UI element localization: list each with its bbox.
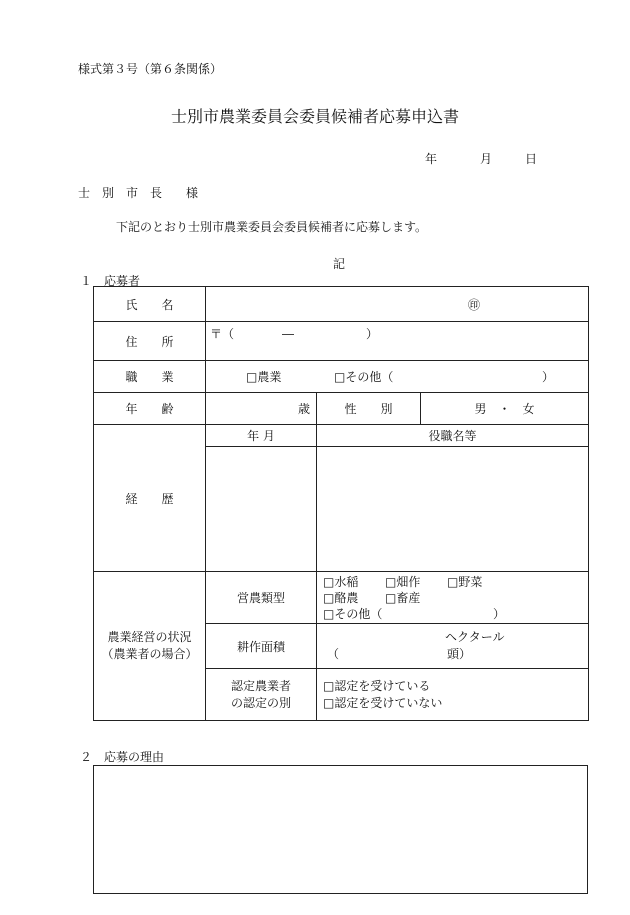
certification-options [317,669,589,721]
postal-code-field: 〒（ ― ） [210,327,379,341]
occupation-field[interactable] [206,361,589,393]
farm-type-options [317,572,589,624]
farm-status-label-1: 農業経営の状況 [107,630,192,644]
farm-type-other-checkbox[interactable]: □その他（ [323,606,383,621]
certification-label [206,669,317,721]
address-field[interactable] [206,322,589,361]
sex-label: 性 別 [317,393,421,425]
area-field[interactable] [317,624,589,669]
document-title: 士別市農業委員会委員候補者応募申込書 [170,107,459,126]
farm-type-vegetable-checkbox[interactable]: □野菜 [447,574,483,589]
occupation-other-close: ） [542,370,555,384]
farm-status-label-2: （農業者の場合） [101,647,198,661]
farm-type-other-close: ） [493,606,506,621]
age-unit: 歳 [297,402,310,416]
career-col-date: 年 月 [206,425,317,447]
not-certified-checkbox[interactable]: □認定を受けていない [323,695,443,710]
occupation-farming-checkbox[interactable]: □農業 [246,370,282,384]
section1-heading: １ 応募者 [80,274,141,288]
address-label: 住 所 [94,322,206,361]
farm-status-label [94,572,206,721]
section2-heading: ２ 応募の理由 [80,750,165,764]
farm-type-dairy-checkbox[interactable]: □酪農 [323,590,359,605]
name-field[interactable] [206,287,589,322]
area-paren-open: （ [327,647,340,661]
occupation-label: 職 業 [94,361,206,393]
ki-marker: 記 [332,257,345,271]
career-col-position: 役職名等 [317,425,589,447]
date-month: 月 [480,152,493,166]
farm-type-field-crop-checkbox[interactable]: □畑作 [385,574,421,589]
certification-label-2: の認定の別 [230,695,291,710]
age-label: 年 齢 [94,393,206,425]
career-label: 経 歴 [94,425,206,572]
certification-label-1: 認定農業者 [230,678,291,693]
sex-options[interactable]: 男 ・ 女 [421,393,589,425]
applicant-table [93,286,589,721]
career-position-field[interactable] [317,447,589,572]
area-unit-head: 頭） [447,647,472,661]
addressee: 士 別 市 長 様 [78,186,199,200]
area-label: 耕作面積 [206,624,317,669]
occupation-other-checkbox[interactable]: □その他（ [334,370,394,384]
farm-type-rice-checkbox[interactable]: □水稲 [323,574,359,589]
form-number: 様式第３号（第６条関係） [78,62,223,76]
intro-text: 下記のとおり士別市農業委員会委員候補者に応募します。 [116,220,428,234]
date-day: 日 [525,152,538,166]
farm-type-label: 営農類型 [206,572,317,624]
name-label: 氏 名 [94,287,206,322]
area-unit-hectare: ヘクタール [445,630,505,644]
farm-type-livestock-checkbox[interactable]: □畜産 [385,590,421,605]
seal-mark: ㊞ [467,297,480,312]
date-line [425,150,537,167]
certified-checkbox[interactable]: □認定を受けている [323,678,431,693]
age-field[interactable] [206,393,317,425]
date-year: 年 [425,152,438,166]
career-date-field[interactable] [206,447,317,572]
reason-text-area[interactable] [93,765,588,894]
